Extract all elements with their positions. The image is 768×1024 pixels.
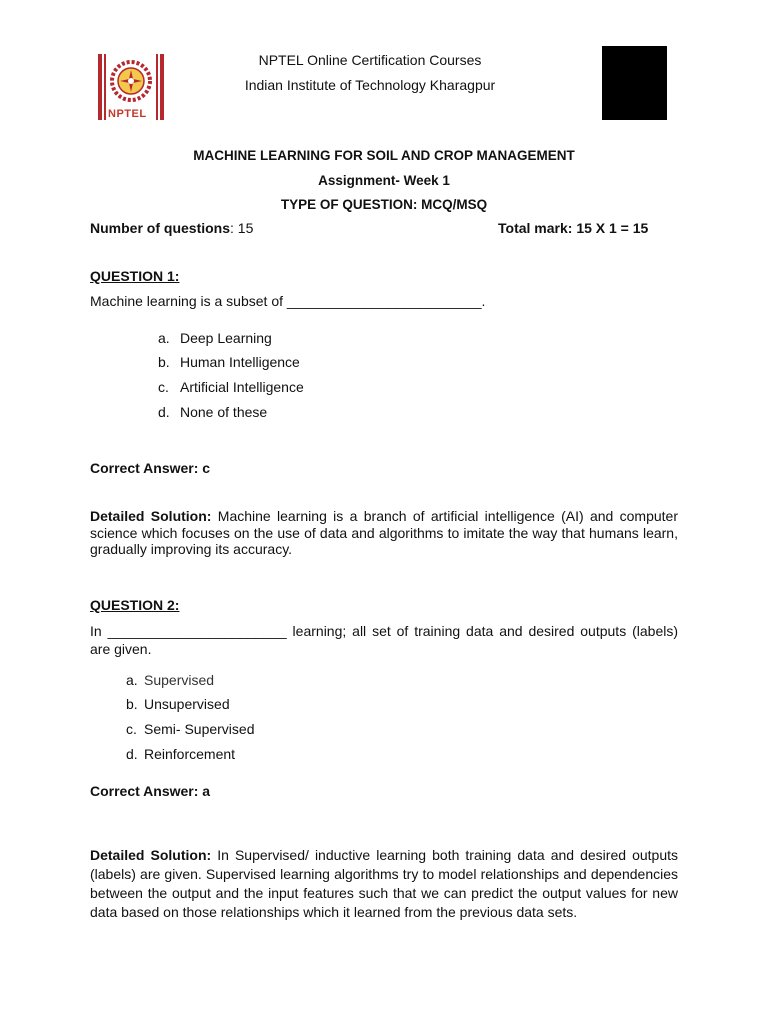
- option-text: Reinforcement: [144, 746, 236, 762]
- question-2-heading: QUESTION 2:: [90, 597, 180, 613]
- header-line-2: Indian Institute of Technology Kharagpur: [244, 77, 496, 93]
- course-title: MACHINE LEARNING FOR SOIL AND CROP MANAGEMENT: [193, 148, 575, 163]
- question-2-option-c: [126, 721, 255, 738]
- logo-left-bar: [98, 54, 102, 120]
- question-2-option-a: [126, 672, 214, 689]
- question-1-option-c: [158, 379, 304, 396]
- total-mark: Total mark: 15 X 1 = 15: [498, 220, 649, 236]
- option-letter: a.: [158, 330, 170, 346]
- solution-text: Machine learning is a branch of artificial intelligence (AI) and computer science which focuses on the use of data and algorithms to imitate the way that humans learn, gradually improving its accuracy.: [90, 508, 679, 557]
- solution-label: Detailed Solution:: [90, 847, 212, 863]
- option-letter: b.: [126, 696, 138, 712]
- option-text: Supervised: [144, 672, 215, 688]
- header-line-1: NPTEL Online Certification Courses: [258, 52, 482, 68]
- question-2-solution: [90, 846, 678, 922]
- logo-left-bar-2: [104, 54, 106, 120]
- option-letter: a.: [126, 672, 138, 688]
- question-1-option-d: [158, 404, 267, 421]
- option-text: Semi- Supervised: [144, 721, 255, 737]
- question-2-option-d: [126, 746, 235, 763]
- num-questions-value: : 15: [230, 220, 254, 236]
- gear-emblem-icon: [108, 58, 154, 104]
- logo-text: NPTEL: [108, 108, 147, 120]
- option-letter: c.: [158, 379, 169, 395]
- question-1-heading: QUESTION 1:: [90, 268, 180, 284]
- option-letter: d.: [126, 746, 138, 762]
- question-2-option-b: [126, 696, 230, 713]
- nptel-logo: [96, 52, 166, 122]
- question-2-answer: Correct Answer: a: [90, 783, 211, 799]
- num-questions-label: Number of questions: [90, 220, 231, 236]
- option-text: Artificial Intelligence: [180, 379, 304, 395]
- option-letter: c.: [126, 721, 137, 737]
- option-text: Unsupervised: [144, 696, 230, 712]
- option-text: None of these: [180, 404, 268, 420]
- option-text: Deep Learning: [180, 330, 272, 346]
- option-letter: d.: [158, 404, 170, 420]
- solution-label: Detailed Solution:: [90, 508, 212, 524]
- solution-text: In Supervised/ inductive learning both training data and desired outputs (labels) are given. Supervised learning algorithms try to model relationships and dependencies between the output and the input features such that we can predict the output values for new data based on those relationships which it learned from the previous data sets.: [90, 847, 679, 920]
- question-1-solution: [90, 508, 678, 558]
- option-text: Human Intelligence: [180, 354, 300, 370]
- question-type: TYPE OF QUESTION: MCQ/MSQ: [280, 197, 488, 212]
- question-1-option-b: [158, 354, 300, 371]
- question-1-answer: Correct Answer: c: [90, 460, 211, 476]
- question-1-option-a: [158, 330, 272, 347]
- logo-right-bar: [156, 54, 158, 120]
- redacted-box: [602, 46, 667, 120]
- assignment-title: Assignment- Week 1: [318, 173, 450, 188]
- question-2-text: In _______________________ learning; all set of training data and desired outputs (labels) are given.: [90, 623, 678, 657]
- question-1-text: Machine learning is a subset of _________________________.: [90, 293, 486, 309]
- option-letter: b.: [158, 354, 170, 370]
- logo-right-bar-2: [160, 54, 164, 120]
- number-of-questions: [90, 220, 253, 237]
